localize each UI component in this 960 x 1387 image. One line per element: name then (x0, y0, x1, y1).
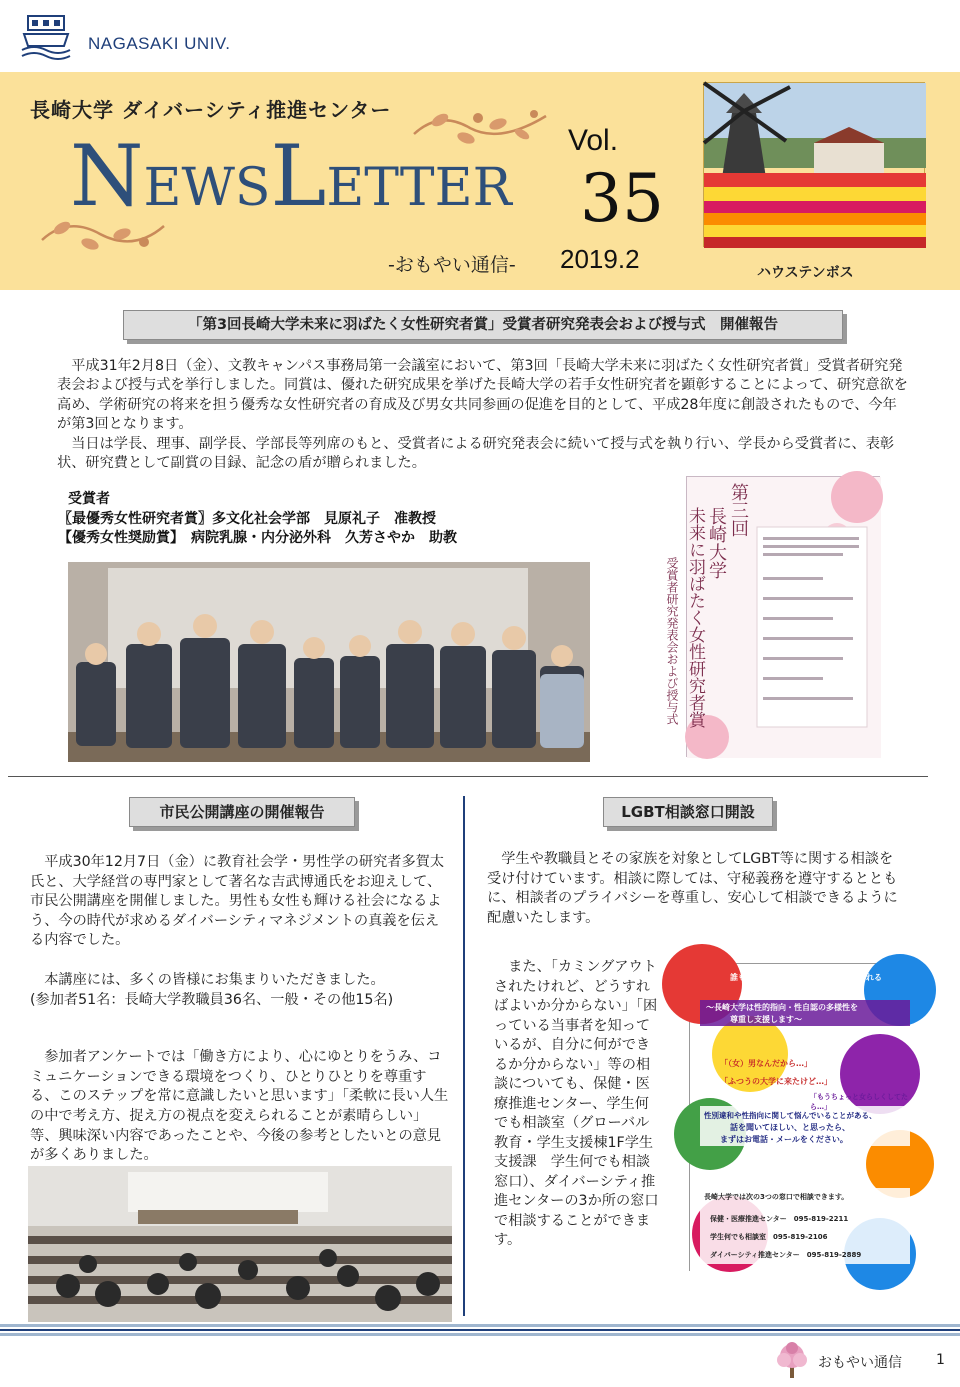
poster-title-line3: 未来に羽ばたく女性研究者賞 (685, 507, 705, 728)
footer-rule (0, 1324, 960, 1336)
ceremony-group-photo (68, 562, 590, 762)
title-letter-l: L (270, 127, 327, 225)
public-lecture-photo (28, 1166, 452, 1322)
award-ceremony-poster (665, 476, 880, 757)
title-part-ews: EWS (143, 158, 271, 218)
lgbt-poster-quote3: 「もうちょっと女らしくしてたら…」 (810, 1093, 908, 1111)
awardees-label: 受賞者 (68, 491, 110, 507)
lgbt-poster-contacts (710, 1210, 910, 1264)
article3-heading: LGBT相談窓口開設 (603, 797, 773, 827)
lgbt-poster-msg2: 話を聞いてほしい、と思ったら、 (730, 1123, 850, 1132)
column-divider (463, 796, 465, 1316)
center-name: 長崎大学 ダイバーシティ推進センター (30, 98, 392, 122)
lgbt-poster-line1: 誰もがありのままに自分らしく生きられる (730, 973, 882, 982)
volume-label: Vol. (568, 124, 619, 157)
photo-caption: ハウステンボス (757, 265, 854, 281)
awardee-encouragement: 【優秀女性奨励賞】 病院乳腺・内分泌外科 久芳さやか 助教 (58, 530, 457, 546)
article2-paragraph: 平成30年12月7日（金）に教育社会学・男性学の研究者多賀太氏と、大学経営の専門家として著名な吉武博通氏をお迎えして、市民公開講座を開催しました。男性も女性も輝ける社会になるよう、今の時代が求めるダイバーシティマネジメントの真義を伝える内容でした。 (30, 854, 445, 949)
article3-body (487, 850, 907, 928)
contact-row (710, 1210, 910, 1228)
contact-tel: 095-819-2889 (806, 1251, 862, 1259)
newsletter-subtitle: -おもやい通信- (388, 254, 516, 276)
article2-heading: 市民公開講座の開催報告 (129, 797, 355, 827)
footer-brand: おもやい通信 (818, 1355, 902, 1371)
lgbt-poster-msg3: まずはお電話・メールをください。 (720, 1135, 848, 1144)
poster-title-line2: 長崎大学 (706, 507, 727, 579)
lgbt-poster-line3: 尊重し支援します～ (730, 1015, 802, 1024)
volume-number: 35 (580, 160, 664, 237)
group-photo-illustration (68, 562, 590, 762)
contact-row (710, 1228, 910, 1246)
article2-paragraph: 参加者アンケートでは「働き方により、心にゆとりをうみ、コミュニケーションできる環境をつくり、ひとりひとりを尊重する、このステップを常に意識したいと思います」「柔軟に長い人生の中で考え方、捉え方の視点を変えられることが素晴らしい」等、興味深い内容であったことや、今後の参考としたいとの意見が多くありました。 (30, 1049, 449, 1164)
contact-row (710, 1246, 910, 1264)
article2-paragraph: 本講座には、多くの皆様にお集まりいただきました。 (44, 971, 385, 988)
poster-title-line1: 第三回 (728, 483, 749, 537)
section-divider (8, 776, 928, 777)
article2-body (30, 853, 450, 1166)
lgbt-poster-quote2: 「ふつうの大学に来たけど…」 (720, 1077, 832, 1086)
tree-logo-icon (772, 1340, 812, 1380)
contact-name: ダイバーシティ推進センター (710, 1251, 800, 1259)
floral-ornament-icon (410, 104, 550, 150)
contact-tel: 095-819-2106 (773, 1233, 828, 1241)
article3-body-narrow (494, 958, 659, 1251)
lgbt-poster-contact-title: 長崎大学では次の3つの窓口で相談できます。 (704, 1193, 849, 1201)
article3-paragraph: 学生や教職員とその家族を対象としてLGBT等に関する相談を受け付けています。相談に際しては、守秘義務を遵守するとともに、相談者のプライバシーを尊重し、安心して相談できるように配慮いたします。 (487, 851, 898, 926)
contact-tel: 095-819-2211 (793, 1215, 849, 1223)
awardees-block (58, 490, 457, 549)
lgbt-poster-msg1: 性別違和や性指向に関して悩んでいることがある、 (704, 1111, 877, 1120)
page-number: 1 (936, 1352, 945, 1368)
article1-heading: 「第3回長崎大学未来に羽ばたく女性研究者賞」受賞者研究発表会および授与式 開催報告 (123, 310, 843, 340)
lecture-hall-illustration (28, 1166, 452, 1322)
article1-paragraph: 当日は学長、理事、副学長、学部長等列席のもと、受賞者による研究発表会に続いて授与式を執り行い、学長から受賞者に、表彰状、研究費として副賞の目録、記念の盾が贈られました。 (57, 435, 895, 472)
university-crest-icon (20, 12, 72, 62)
windmill-tulip-illustration (704, 83, 926, 248)
article1-paragraph: 平成31年2月8日（金）、文教キャンパス事務局第一会議室において、第3回「長崎大学未来に羽ばたく女性研究者賞」受賞者研究発表会および授与式を挙行しました。同賞は、優れた研究成果を挙げた長崎大学の若手女性研究者を顕彰することによって、研究意欲を高め、学術研究の将来を担う優秀な女性研究者の育成及び男女共同参画の促進を目的として、平成28年度に創設されたもので、今年が第3回となります。 (57, 358, 908, 433)
issue-date: 2019.2 (560, 244, 640, 274)
university-logo (18, 10, 278, 65)
floral-ornament-left-icon (38, 212, 168, 256)
lgbt-poster-line2: ～長崎大学は性的指向・性自認の多様性を (706, 1003, 858, 1012)
lgbt-consultation-poster (689, 963, 919, 1271)
university-name: NAGASAKI UNIV. (88, 34, 231, 53)
contact-name: 学生何でも相談室 (710, 1233, 766, 1241)
article2-attendance: (参加者51名：長崎大学教職員36名、一般・その他15名) (30, 991, 394, 1008)
article3-paragraph: また、「カミングアウトされたけれど、どうすればよいか分からない」「困っている当事者を知っているが、自分に何ができるか分からない」等の相談についても、保健・医療推進センター、学生何でも相談室（グローバル教育・学生支援棟1F学生支援課 学生何でも相談窓口）、ダイバーシティ推進センターの3か所の窓口で相談することができます。 (494, 959, 659, 1248)
contact-name: 保健・医療推進センター (710, 1215, 787, 1223)
article1-body (57, 357, 909, 473)
title-part-etter: ETTER (326, 158, 512, 218)
title-letter-n: N (70, 127, 144, 225)
lgbt-poster-quote1: 「（女）男なんだから…」 (720, 1059, 812, 1068)
awardee-top: 〖最優秀女性研究者賞〗多文化社会学部 見原礼子 准教授 (58, 510, 436, 527)
poster-sub-line: 受賞者研究発表会および授与式 (665, 557, 679, 725)
huis-ten-bosch-photo (703, 82, 925, 247)
